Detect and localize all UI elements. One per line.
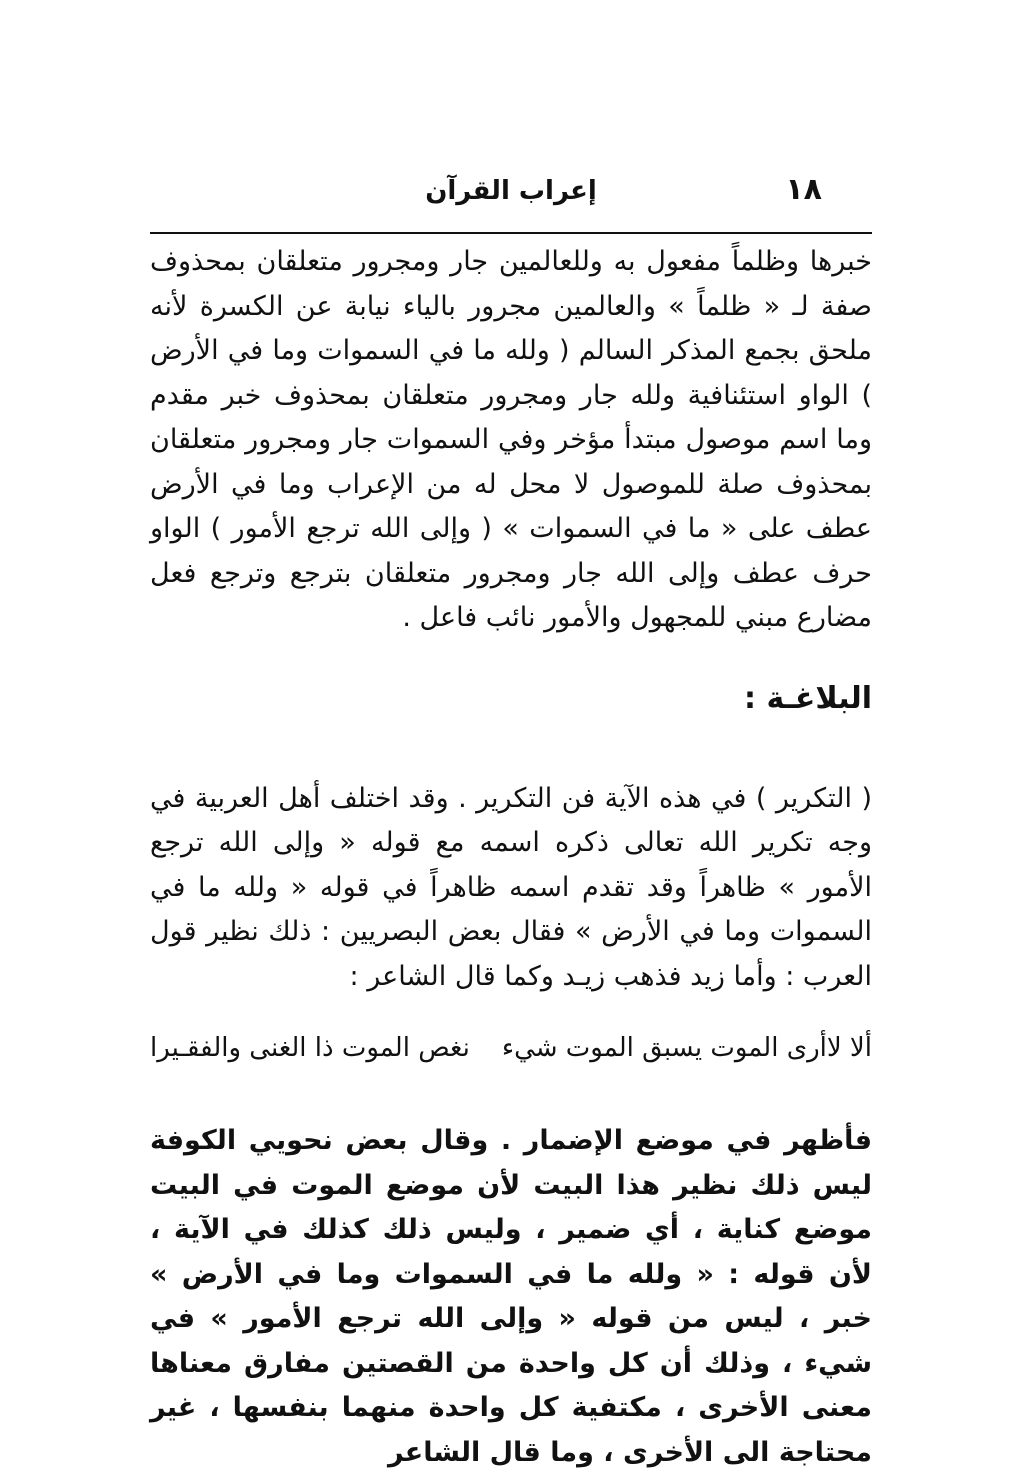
verse-first-hemistich: ألا لاأرى الموت يسبق الموت شيء [501, 1033, 872, 1063]
page-header [150, 170, 872, 234]
rhetoric-heading: البلاغـة : [744, 680, 872, 716]
page-number: ١٨ [785, 172, 822, 207]
commentary-paragraph: فأظهر في موضع الإضمار . وقال بعض نحويي الكوفة ليس ذلك نظير هذا البيت لأن موضع الموت في البيت موضع كناية ، أي ضمير ، وليس ذلك كذلك في الآية ، لأن قوله : « ولله ما في السموات وما في الأرض » خبر ، ليس من قوله « وإلى الله ترجع الأمور » في شيء ، وذلك أن كل واحدة من القصتين مفارق معناها معنى الأخرى ، مكتفية كل واحدة منهما بنفسها ، غير محتاجة الى الأخرى ، وما قال الشاعر [150, 1125, 872, 1468]
verse-second-hemistich: نغص الموت ذا الغنى والفقـيرا [150, 1033, 470, 1063]
book-page [150, 170, 872, 1475]
poetry-verse [150, 1033, 872, 1079]
rhetoric-paragraph: ( التكرير ) في هذه الآية فن التكرير . وقد اختلف أهل العربية في وجه تكرير الله تعالى ذكره اسمه مع قوله « وإلى الله ترجع الأمور » ظاهراً وقد تقدم اسمه ظاهراً في قوله « ولله ما في السموات وما في الأرض » فقال بعض البصريين : ذلك نظير قول العرب : وأما زيد فذهب زيـد وكما قال الشاعر : [150, 782, 872, 992]
running-title: إعراب القرآن [425, 176, 597, 206]
grammar-paragraph: خبرها وظلماً مفعول به وللعالمين جار ومجرور متعلقان بمحذوف صفة لـ « ظلماً » والعالمين مجرور بالياء نيابة عن الكسرة لأنه ملحق بجمع المذكر السالم ( ولله ما في السموات وما في الأرض ) الواو استئنافية ولله جار ومجرور متعلقان بمحذوف خبر مقدم وما اسم موصول مبتدأ مؤخر وفي السموات جار ومجرور متعلقان بمحذوف صلة للموصول لا محل له من الإعراب وما في الأرض عطف على « ما في السموات » ( وإلى الله ترجع الأمور ) الواو حرف عطف وإلى الله جار ومجرور متعلقان بترجع وترجع فعل مضارع مبني للمجهول والأمور نائب فاعل . [150, 246, 872, 633]
